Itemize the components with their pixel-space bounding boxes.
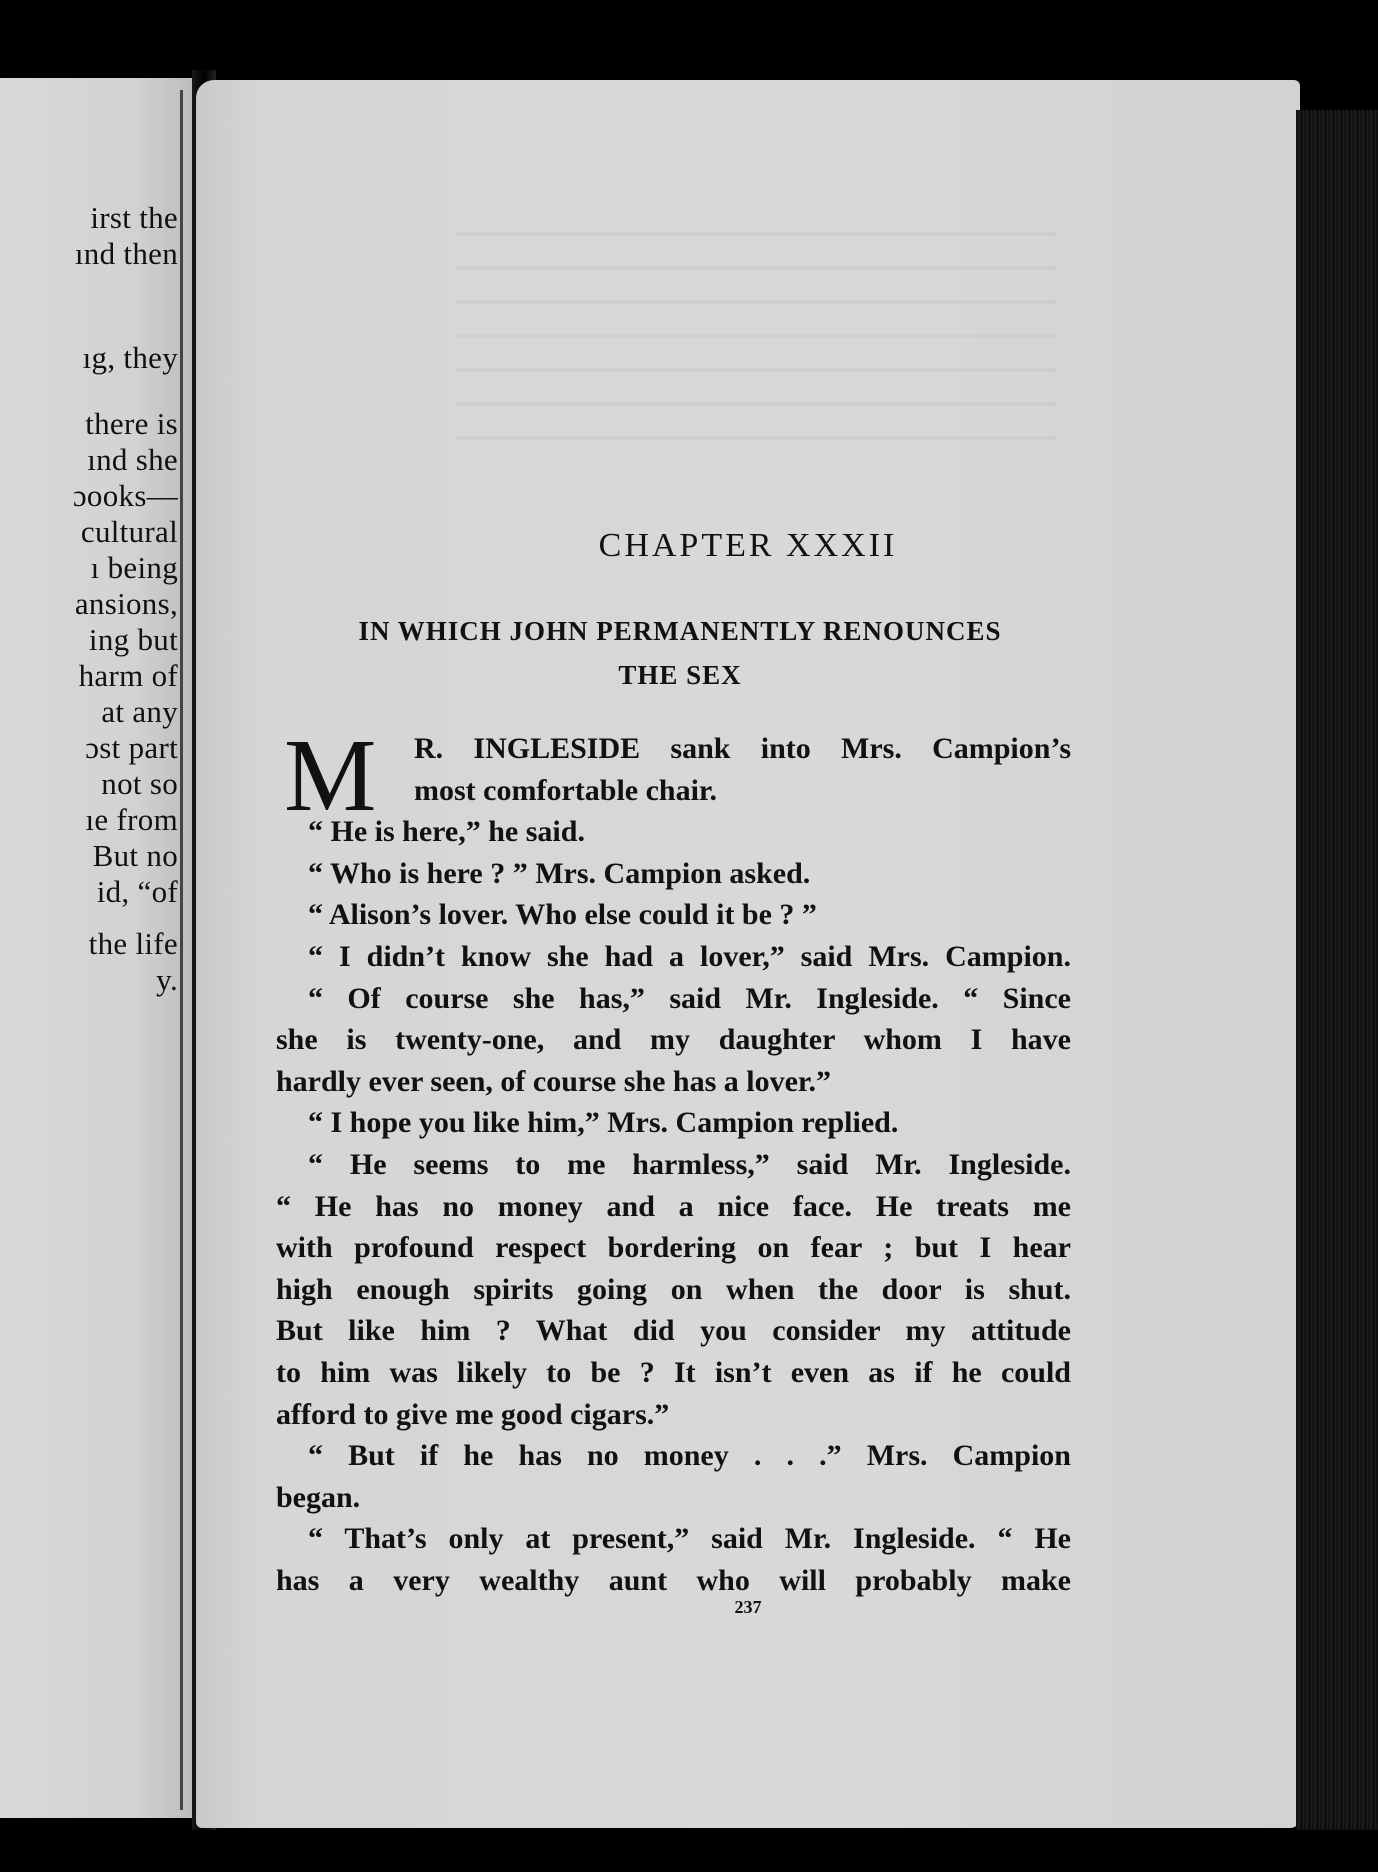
left-page-line: harm of: [78, 658, 178, 693]
left-page-line: irst the: [90, 200, 178, 235]
body-line: “ He is here,” he said.: [308, 815, 585, 849]
body-line: hardly ever seen, of course she has a lover.”: [276, 1064, 831, 1098]
chapter-title: [270, 609, 1090, 697]
body-line: has a very wealthy aunt who will probably make: [276, 1563, 1071, 1597]
left-page-line: ɔooks—: [72, 478, 178, 513]
body-line: high enough spirits going on when the door is shut.: [276, 1272, 1071, 1306]
left-page-line: ɔst part: [85, 730, 178, 765]
left-page-line: cultural: [80, 514, 178, 549]
body-line: “ He has no money and a nice face. He treats me: [276, 1189, 1071, 1223]
body-text: [276, 718, 1071, 1601]
page-number: 237: [734, 1597, 762, 1617]
body-line: “ But if he has no money . . .” Mrs. Campion: [308, 1439, 1071, 1473]
left-page-line: not so: [101, 766, 178, 801]
body-line: “ I hope you like him,” Mrs. Campion replied.: [308, 1106, 899, 1140]
left-page-line: there is: [85, 406, 178, 441]
left-page-line: ıg, they: [82, 340, 178, 375]
page-edges: [1296, 110, 1378, 1830]
left-facing-page: [0, 78, 192, 1818]
left-page-line: ansions,: [74, 586, 178, 621]
left-page-line: y.: [156, 962, 178, 997]
body-line: with profound respect bordering on fear ; but I hear: [276, 1231, 1071, 1265]
left-page-line: ing but: [88, 622, 178, 657]
body-line: she is twenty-one, and my daughter whom I have: [276, 1023, 1071, 1057]
left-page-line: id, “of: [96, 874, 178, 909]
left-page-line: ıe from: [85, 802, 178, 837]
body-line: “ Who is here ? ” Mrs. Campion asked.: [308, 856, 811, 890]
body-line: “ Of course she has,” said Mr. Ingleside. “ Since: [308, 981, 1071, 1015]
left-page-line: But no: [92, 838, 178, 873]
left-page-line: ınd then: [74, 236, 178, 271]
left-page-line: ınd she: [87, 442, 178, 477]
body-line: R. INGLESIDE sank into Mrs. Campion’s: [414, 732, 1071, 765]
left-page-line: at any: [101, 694, 178, 729]
drop-cap: M: [284, 718, 377, 833]
body-line: “ Alison’s lover. Who else could it be ? ”: [308, 898, 817, 932]
show-through-ghost-text: [456, 210, 1056, 470]
body-line: But like him ? What did you consider my attitude: [276, 1314, 1071, 1348]
left-page-line: the life: [88, 926, 178, 961]
chapter-title-line-2: THE SEX: [618, 660, 742, 690]
body-line: afford to give me good cigars.”: [276, 1397, 670, 1431]
body-line: began.: [276, 1480, 361, 1514]
body-line: “ That’s only at present,” said Mr. Ingleside. “ He: [308, 1522, 1071, 1556]
chapter-title-line-1: IN WHICH JOHN PERMANENTLY RENOUNCES: [358, 616, 1002, 646]
gutter-shadow-line: [180, 90, 183, 1810]
body-line: to him was likely to be ? It isn’t even as if he could: [276, 1355, 1071, 1389]
left-page-line: ı being: [90, 550, 178, 585]
chapter-heading: CHAPTER XXXII: [598, 527, 898, 564]
body-line: “ I didn’t know she had a lover,” said Mrs. Campion.: [308, 939, 1071, 973]
body-line: “ He seems to me harmless,” said Mr. Ingleside.: [308, 1147, 1071, 1181]
body-line: most comfortable chair.: [414, 773, 717, 807]
